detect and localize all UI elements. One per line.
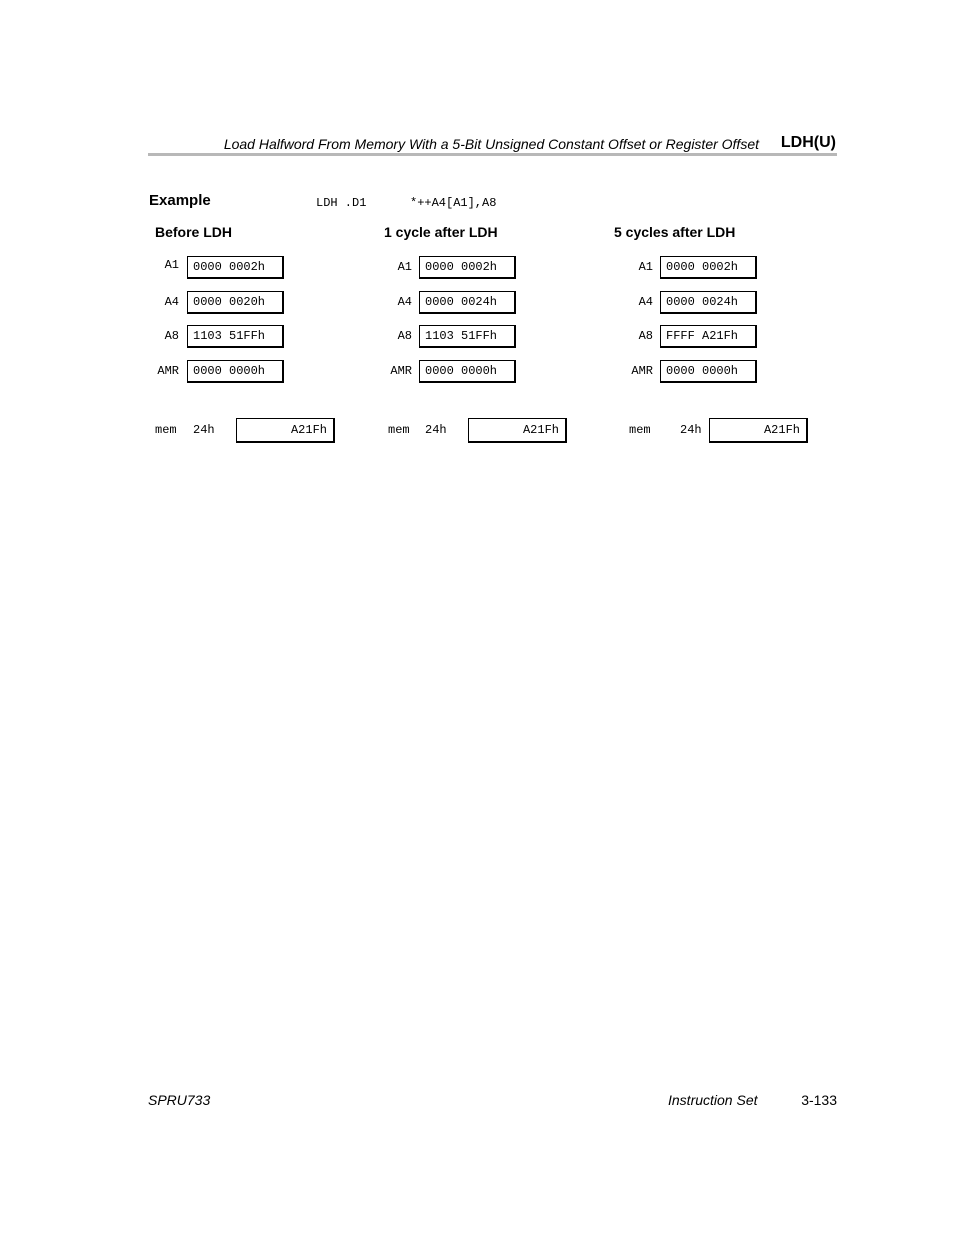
code-mnemonic: LDH .D1 [316,196,367,210]
register-value: FFFF A21Fh [660,325,757,348]
memory-value: A21Fh [709,418,808,443]
register-label: A1 [638,260,653,274]
memory-address: 24h [425,423,447,437]
register-label: A8 [397,329,412,343]
memory-address: 24h [680,423,702,437]
register-label: AMR [631,364,653,378]
register-value: 0000 0000h [660,360,757,383]
register-label: A8 [638,329,653,343]
footer-page-number: 3-133 [801,1092,837,1108]
register-label: A4 [638,295,653,309]
memory-label: mem [388,423,410,437]
column-title: 1 cycle after LDH [384,224,498,240]
header-instruction-code: LDH(U) [780,134,836,151]
register-value: 0000 0002h [187,256,284,279]
column-title: 5 cycles after LDH [614,224,736,240]
register-label: AMR [157,364,179,378]
memory-label: mem [629,423,651,437]
memory-address: 24h [193,423,215,437]
register-label: A8 [164,329,179,343]
column-title: Before LDH [155,224,233,240]
memory-label: mem [155,423,177,437]
register-value: 1103 51FFh [419,325,516,348]
code-operands: *++A4[A1],A8 [410,196,497,210]
memory-value: A21Fh [468,418,567,443]
register-value: 0000 0002h [419,256,516,279]
register-value: 0000 0002h [660,256,757,279]
register-label: A1 [397,260,412,274]
footer-section: Instruction Set [668,1092,758,1108]
register-value: 0000 0000h [187,360,284,383]
register-label: A1 [164,258,179,272]
header-rule [148,153,837,156]
register-value: 0000 0024h [660,291,757,314]
header-title: Load Halfword From Memory With a 5-Bit Unsigned Constant Offset or Register Offset [223,136,759,152]
memory-value: A21Fh [236,418,335,443]
register-value: 0000 0000h [419,360,516,383]
register-value: 1103 51FFh [187,325,284,348]
register-label: AMR [390,364,412,378]
register-value: 0000 0024h [419,291,516,314]
register-label: A4 [164,295,179,309]
register-label: A4 [397,295,412,309]
example-label: Example [149,192,211,209]
footer-doc-id: SPRU733 [148,1092,211,1108]
register-value: 0000 0020h [187,291,284,314]
